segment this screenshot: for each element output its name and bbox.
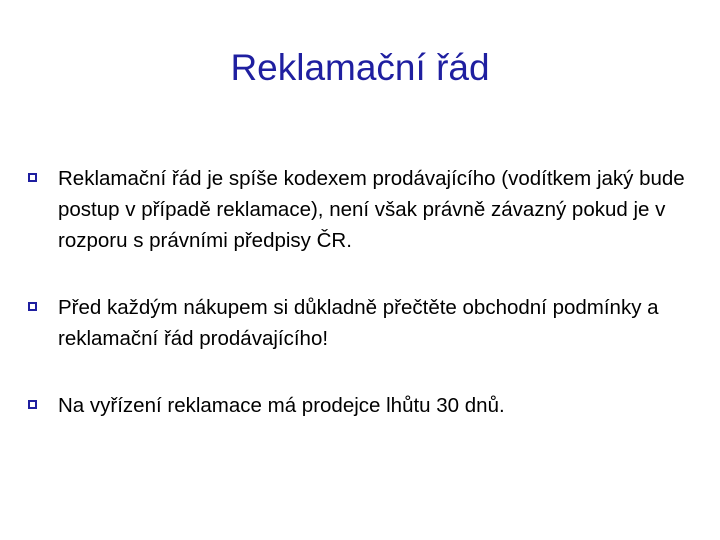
square-bullet-icon xyxy=(28,400,37,409)
bullet-text-1: Reklamační řád je spíše kodexem prodávajícího (vodítkem jaký bude postup v případě reklamace), není však právně závazný pokud je v rozporu s právními předpisy ČR. xyxy=(58,167,685,252)
bullet-item-1 xyxy=(24,163,704,256)
bullet-list xyxy=(24,163,704,457)
square-bullet-icon xyxy=(28,173,37,182)
bullet-item-2 xyxy=(24,292,704,354)
bullet-item-3 xyxy=(24,390,704,421)
slide-title: Reklamační řád xyxy=(230,47,490,88)
square-bullet-icon xyxy=(28,302,37,311)
bullet-text-2: Před každým nákupem si důkladně přečtěte obchodní podmínky a reklamační řád prodávajícího! xyxy=(58,296,659,350)
bullet-text-3: Na vyřízení reklamace má prodejce lhůtu 30 dnů. xyxy=(58,394,505,417)
